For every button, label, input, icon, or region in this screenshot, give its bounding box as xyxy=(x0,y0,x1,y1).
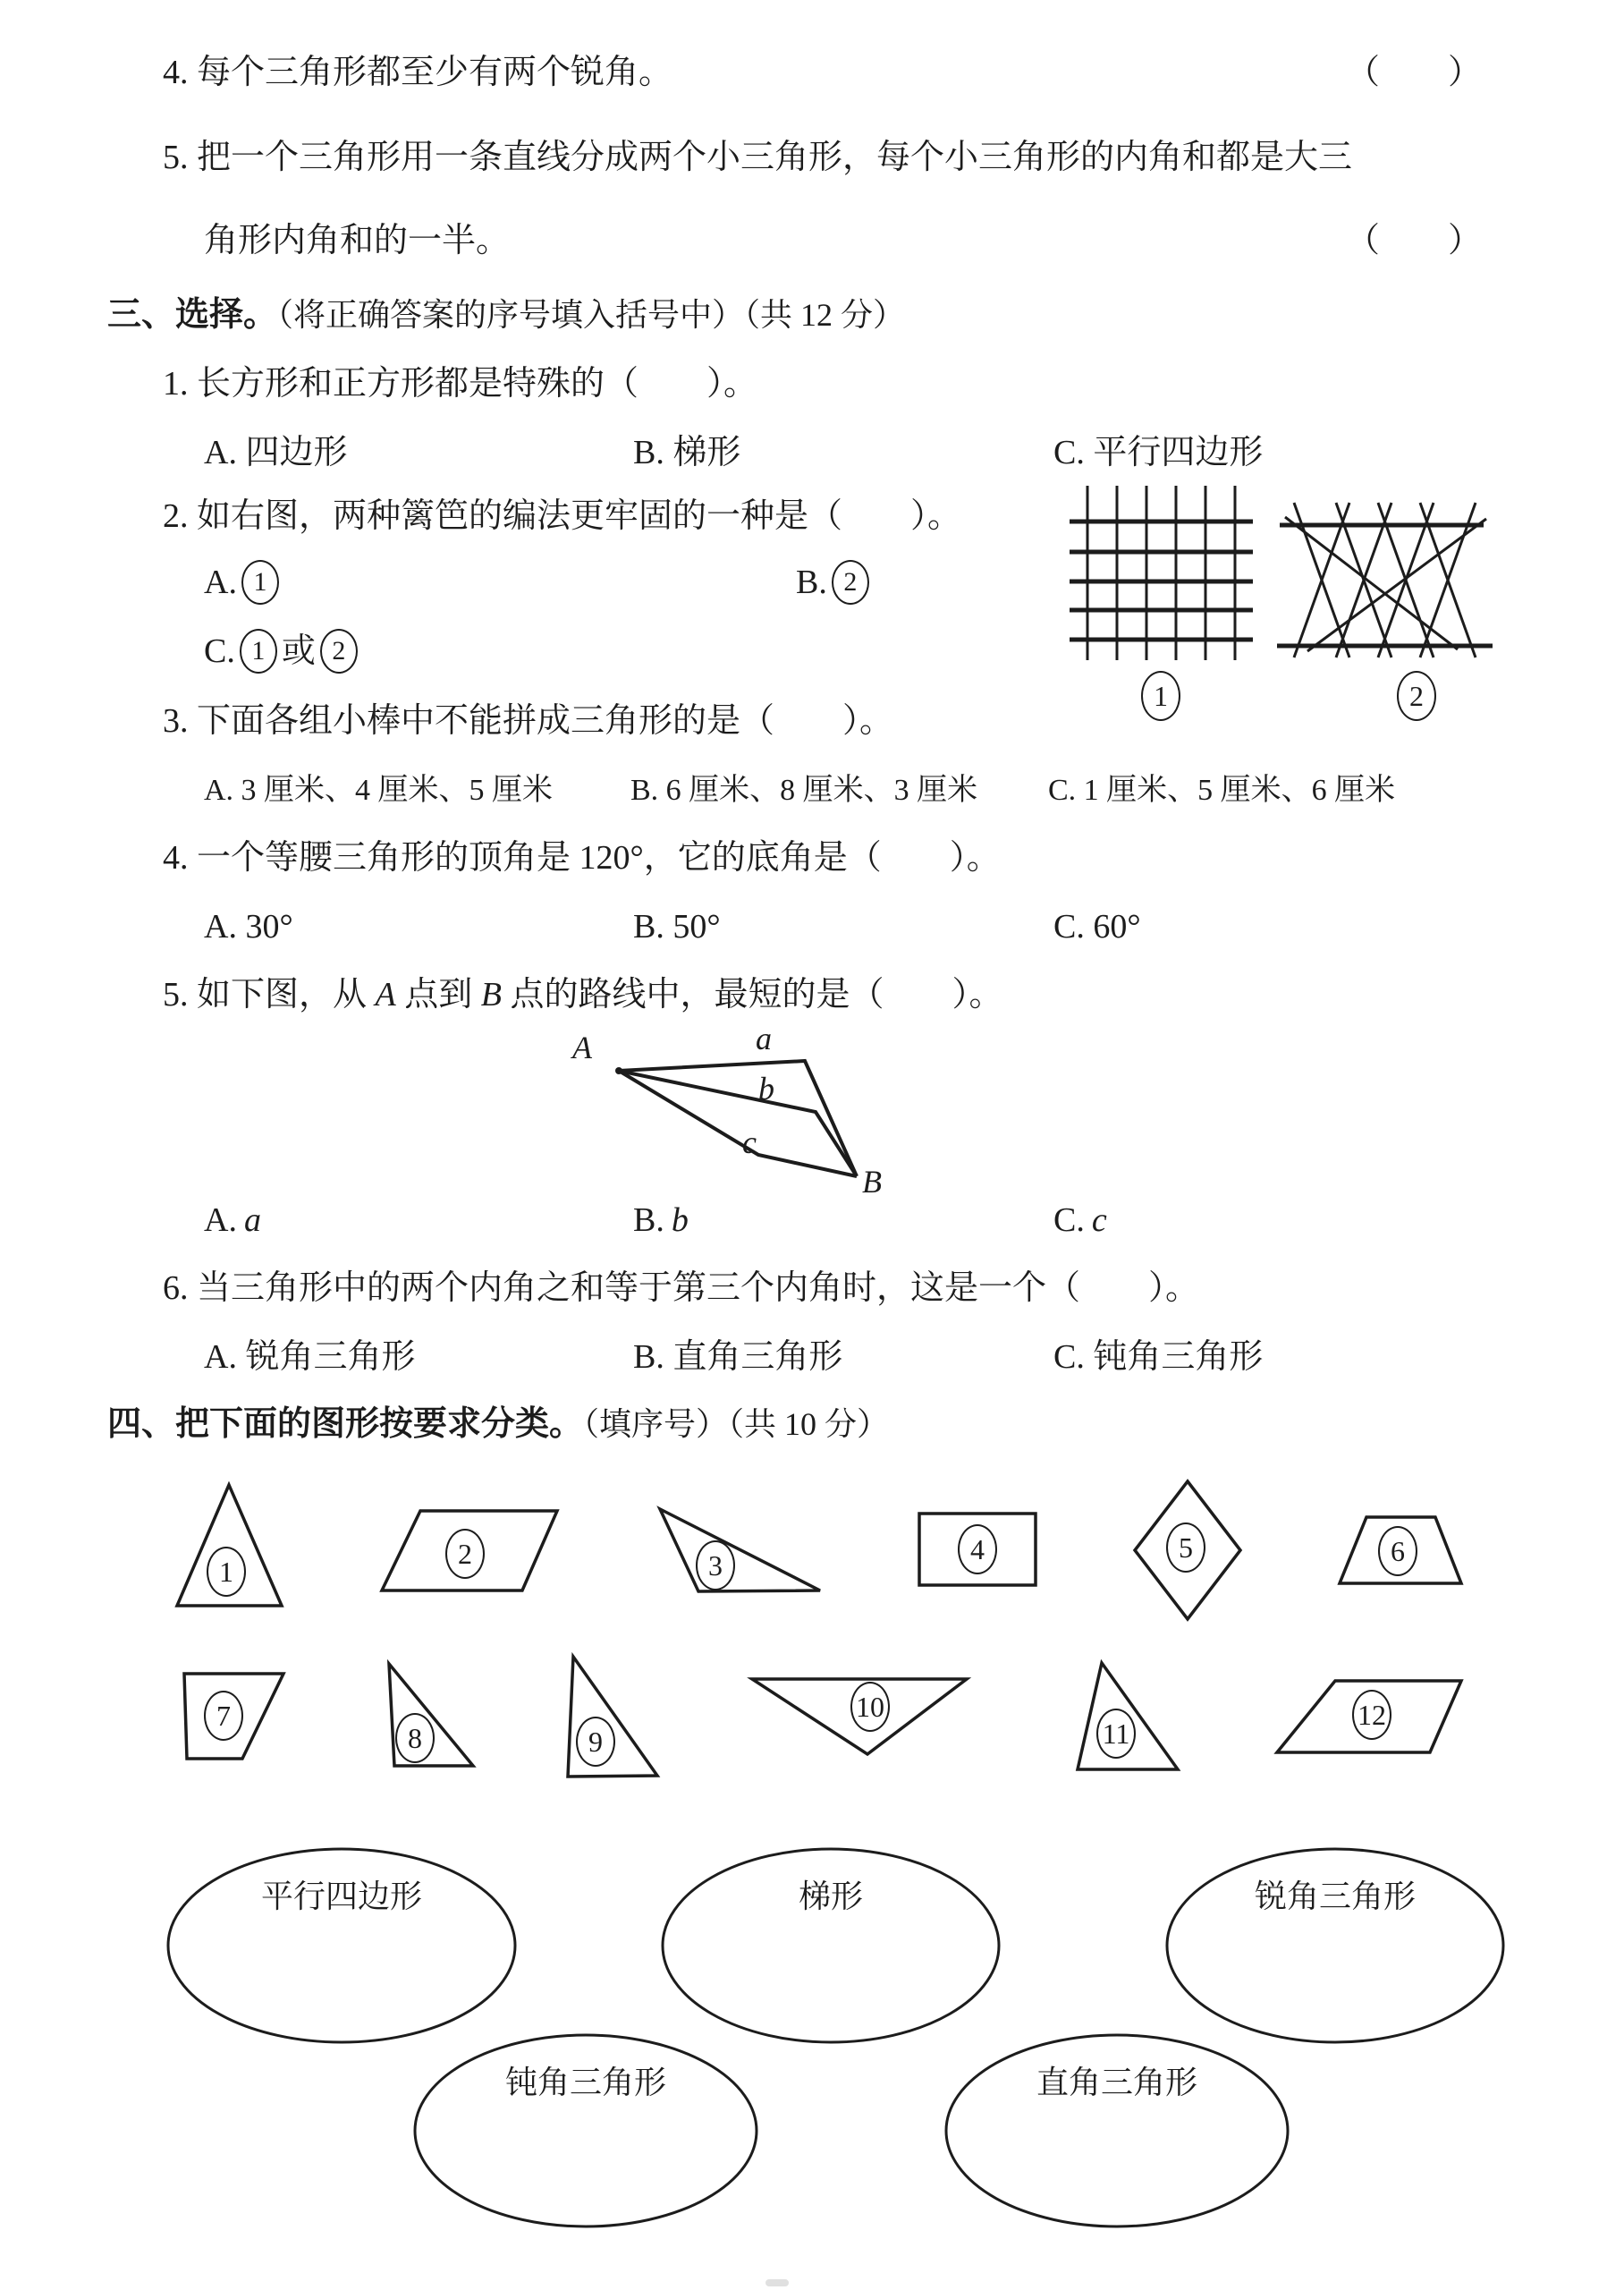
circled-2-icon: 2 xyxy=(832,560,869,605)
category-label-right-triangle: 直角三角形 xyxy=(1036,2065,1198,2100)
category-label-obtuse-triangle: 钝角三角形 xyxy=(504,2065,667,2100)
choice-q5-option-c[interactable]: C. c xyxy=(1053,1201,1107,1239)
route-path-b-label: b xyxy=(758,1071,774,1107)
choice-q6-option-a[interactable]: A. 锐角三角形 xyxy=(204,1338,416,1376)
option-b-prefix: B. xyxy=(796,564,827,601)
choice-q3-text: 3. 下面各组小棒中不能拼成三角形的是（ ）。 xyxy=(163,702,894,740)
choice-q1-option-b[interactable]: B. 梯形 xyxy=(633,434,741,471)
fence1-label-circled-1: 1 xyxy=(1141,671,1180,721)
shape-1-number: 1 xyxy=(207,1547,246,1597)
shape-10-number: 10 xyxy=(850,1682,890,1732)
shape-2-number: 2 xyxy=(445,1529,485,1579)
choice-q5-text: 5. 如下图，从 A 点到 B 点的路线中，最短的是（ ）。 xyxy=(163,976,1003,1014)
shape-7-number: 7 xyxy=(204,1691,243,1741)
shape-12-number: 12 xyxy=(1352,1690,1391,1740)
choice-q5-option-a[interactable]: A. a xyxy=(204,1201,261,1239)
circled-1-icon: 1 xyxy=(240,629,277,674)
choice-q4-option-a[interactable]: A. 30° xyxy=(204,908,293,946)
section4-title: 四、把下面的图形按要求分类。 xyxy=(107,1405,584,1443)
point-b-letter: B xyxy=(480,976,502,1014)
shape-11-number: 11 xyxy=(1096,1709,1136,1759)
point-a-letter: A xyxy=(375,976,396,1014)
judge-q4-answer-blank[interactable]: （ ） xyxy=(1346,54,1483,91)
section4-header xyxy=(107,1401,889,1447)
choice-q5-option-b[interactable]: B. b xyxy=(633,1201,689,1239)
choice-q4-option-c[interactable]: C. 60° xyxy=(1053,908,1141,946)
circled-1-icon: 1 xyxy=(241,560,279,605)
option-c-prefix: C. xyxy=(204,632,235,670)
page-number-mark xyxy=(765,2279,789,2286)
judge-q5-text-line2: 角形内角和的一半。 xyxy=(204,222,511,259)
option-a-prefix: A. xyxy=(204,564,237,601)
choice-q4-option-b[interactable]: B. 50° xyxy=(633,908,721,946)
route-point-b-label: B xyxy=(862,1164,882,1200)
fence2-label-circled-2: 2 xyxy=(1397,671,1436,721)
route-point-a-label: A xyxy=(572,1030,592,1065)
shape-3-obtuse-triangle xyxy=(660,1509,820,1591)
choice-q1-option-c[interactable]: C. 平行四边形 xyxy=(1053,434,1264,471)
choice-q4-text: 4. 一个等腰三角形的顶角是 120°，它的底角是（ ）。 xyxy=(163,839,1001,877)
section4-note: （填序号）（共 10 分） xyxy=(583,1406,890,1442)
choice-q2-option-b[interactable] xyxy=(796,559,874,606)
shape-9-number: 9 xyxy=(576,1717,615,1767)
category-label-parallelogram: 平行四边形 xyxy=(260,1879,423,1914)
category-label-acute-triangle: 锐角三角形 xyxy=(1254,1879,1417,1914)
choice-q6-option-b[interactable]: B. 直角三角形 xyxy=(633,1338,843,1376)
section3-title: 三、选择。 xyxy=(107,296,278,334)
choice-q2-option-c[interactable] xyxy=(204,628,362,674)
judge-q4-text: 4. 每个三角形都至少有两个锐角。 xyxy=(163,54,673,91)
shape-5-number: 5 xyxy=(1166,1522,1205,1573)
route-path-a-label: a xyxy=(756,1021,772,1056)
judge-q5-answer-blank[interactable]: （ ） xyxy=(1346,222,1483,259)
choice-q6-text: 6. 当三角形中的两个内角之和等于第三个内角时，这是一个（ ）。 xyxy=(163,1269,1200,1307)
choice-q2-option-a[interactable] xyxy=(204,559,283,606)
choice-q2-text: 2. 如右图，两种篱笆的编法更牢固的一种是（ ）。 xyxy=(163,497,962,535)
route-path-c-label: c xyxy=(742,1124,757,1160)
shape-4-number: 4 xyxy=(958,1524,997,1574)
choice-q3-option-b[interactable]: B. 6 厘米、8 厘米、3 厘米 xyxy=(630,774,978,807)
section3-note: （将正确答案的序号填入括号中）（共 12 分） xyxy=(277,297,906,333)
shape-3-number: 3 xyxy=(696,1540,735,1590)
choice-q1-text: 1. 长方形和正方形都是特殊的（ ）。 xyxy=(163,365,758,403)
choice-q6-option-c[interactable]: C. 钝角三角形 xyxy=(1053,1338,1264,1376)
choice-q1-option-a[interactable]: A. 四边形 xyxy=(204,434,348,471)
option-c-joiner: 或 xyxy=(281,632,316,670)
shape-6-number: 6 xyxy=(1378,1526,1417,1576)
shape-8-number: 8 xyxy=(395,1713,435,1763)
choice-q3-option-c[interactable]: C. 1 厘米、5 厘米、6 厘米 xyxy=(1048,774,1396,807)
circled-2-icon: 2 xyxy=(320,629,358,674)
fence-cross-diagram xyxy=(1277,503,1493,657)
judge-q5-text-line1: 5. 把一个三角形用一条直线分成两个小三角形，每个小三角形的内角和都是大三 xyxy=(163,139,1353,176)
category-label-trapezoid: 梯形 xyxy=(798,1879,864,1914)
route-a-b-diagram xyxy=(615,1061,857,1176)
section3-header xyxy=(107,292,905,338)
choice-q3-option-a[interactable]: A. 3 厘米、4 厘米、5 厘米 xyxy=(204,774,554,807)
fence-grid-diagram xyxy=(1070,486,1253,660)
